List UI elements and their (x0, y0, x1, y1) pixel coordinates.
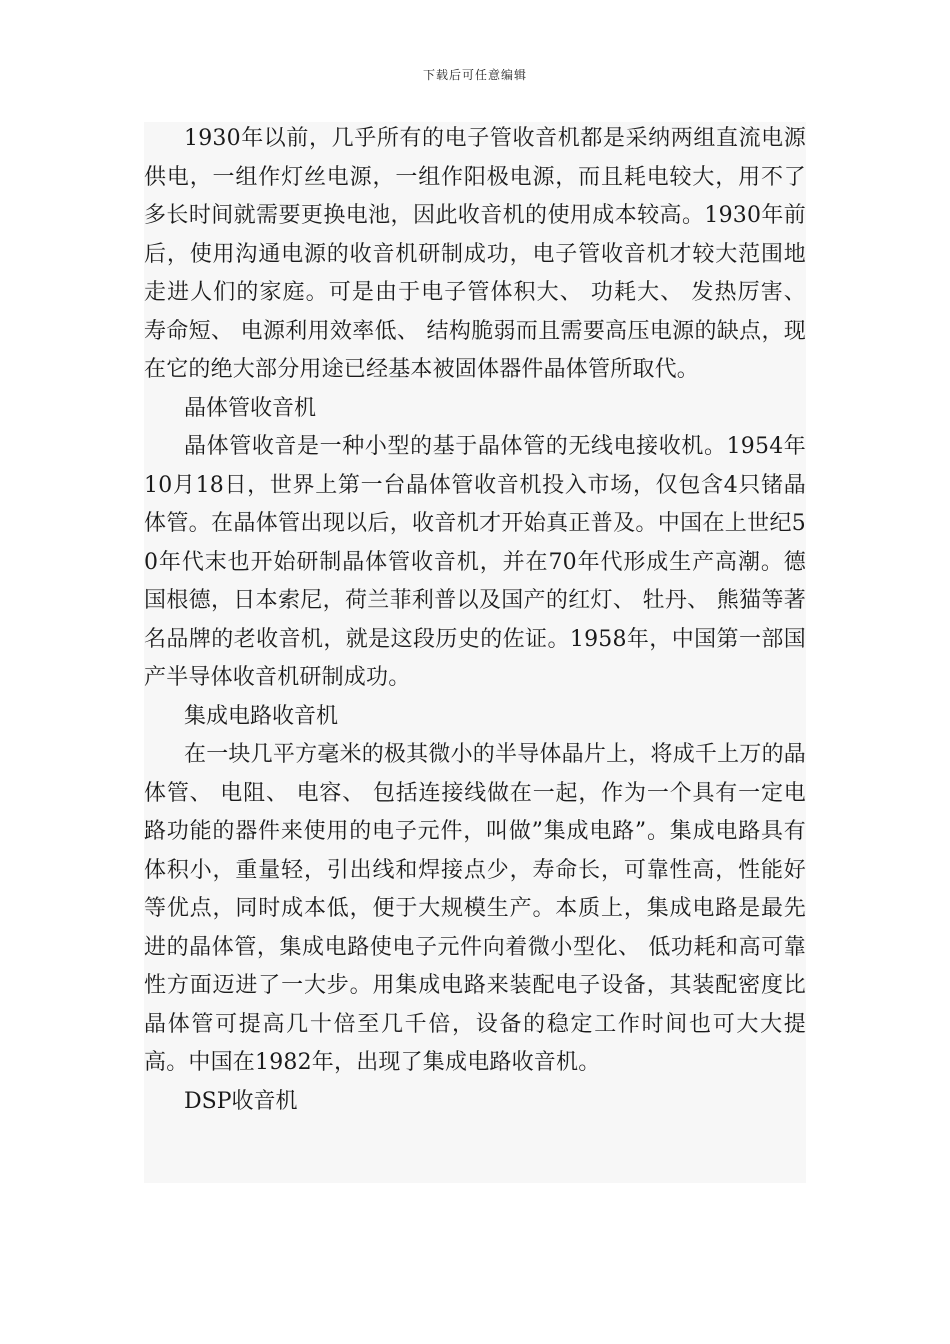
paragraph-tube-radio: 1930年以前，几乎所有的电子管收音机都是采纳两组直流电源供电，一组作灯丝电源，一组作阳极电源，而且耗电较大，用不了多长时间就需要更换电池，因此收音机的使用成本较高。1930年前后，使用沟通电源的收音机研制成功，电子管收音机才较大范围地走进人们的家庭。可是由于电子管体积大、 功耗大、 发热厉害、 寿命短、 电源利用效率低、 结构脆弱而且需要高压电源的缺点，现在它的绝大部分用途已经基本被固体器件晶体管所取代。 (144, 126, 806, 382)
heading-transistor-radio: 晶体管收音机 (184, 395, 317, 421)
paragraph-transistor-radio: 晶体管收音是一种小型的基于晶体管的无线电接收机。1954年10月18日，世界上第一台晶体管收音机投入市场，仅包含4只锗晶体管。在晶体管出现以后，收音机才开始真正普及。中国在上世纪50年代末也开始研制晶体管收音机，并在70年代形成生产高潮。德国根德，日本索尼，荷兰菲利普以及国产的红灯、 牡丹、 熊猫等著名品牌的老收音机，就是这段历史的佐证。1958年，中国第一部国产半导体收音机研制成功。 (144, 434, 806, 690)
heading-dsp-radio: DSP收音机 (184, 1088, 298, 1114)
document-body (144, 122, 806, 1183)
page-header: 下载后可任意编辑 (422, 68, 527, 82)
paragraph-ic-radio: 在一块几平方毫米的极其微小的半导体晶片上，将成千上万的晶体管、 电阻、 电容、 包括连接线做在一起，作为一个具有一定电路功能的器件来使用的电子元件，叫做”集成电路”。集成电路具有体积小，重量轻，引出线和焊接点少，寿命长，可靠性高，性能好等优点，同时成本低，便于大规模生产。本质上，集成电路是最先进的晶体管，集成电路使电子元件向着微小型化、 低功耗和高可靠性方面迈进了一大步。用集成电路来装配电子设备，其装配密度比晶体管可提高几十倍至几千倍，设备的稳定工作时间也可大大提高。中国在1982年，出现了集成电路收音机。 (144, 742, 806, 1075)
heading-ic-radio: 集成电路收音机 (184, 703, 339, 729)
